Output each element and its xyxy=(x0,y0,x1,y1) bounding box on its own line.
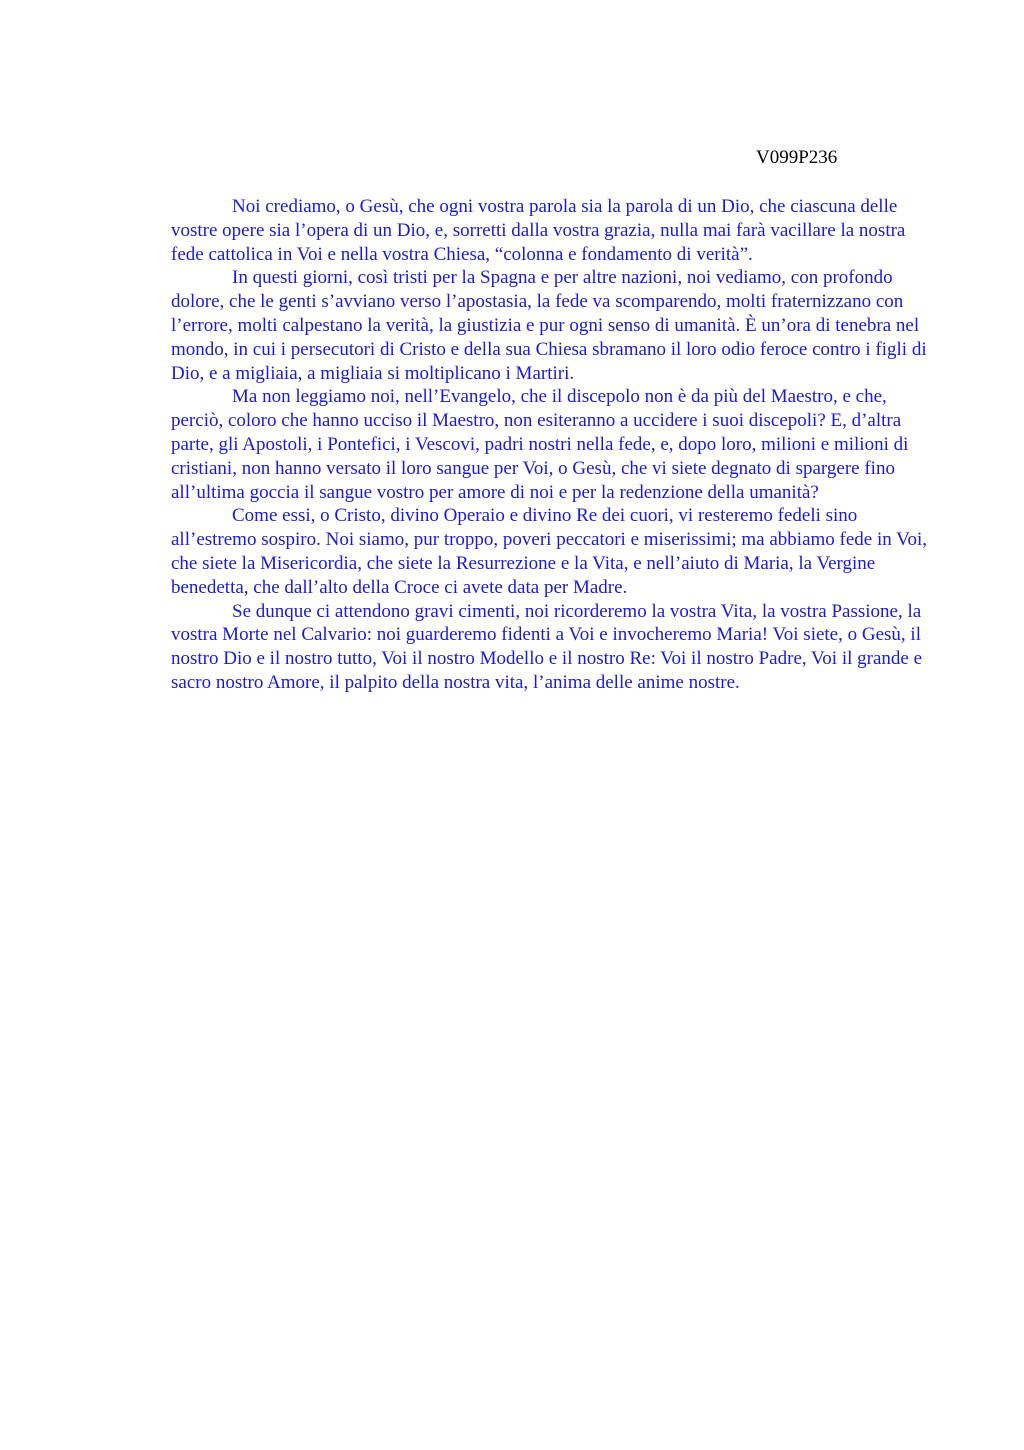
paragraph-5: Se dunque ci attendono gravi cimenti, noi ricorderemo la vostra Vita, la vostra Passione, la vostra Morte nel Calvario: noi guarderemo fidenti a Voi e invocheremo Maria! Voi siete, o Gesù, il nostro Dio e il nostro tutto, Voi il nostro Modello e il nostro Re: Voi il nostro Padre, Voi il grande e sacro nostro Amore, il palpito della nostra vita, l’anima delle anime nostre. xyxy=(171,600,923,693)
document-body xyxy=(171,195,931,695)
paragraph-4: Come essi, o Cristo, divino Operaio e divino Re dei cuori, vi resteremo fedeli sino all’estremo sospiro. Noi siamo, pur troppo, poveri peccatori e miserissimi; ma abbiamo fede in Voi, che siete la Misericordia, che siete la Resurrezione e la Vita, e nell’aiuto di Maria, la Vergine benedetta, che dall’alto della Croce ci avete data per Madre. xyxy=(171,505,927,598)
paragraph-1: Noi crediamo, o Gesù, che ogni vostra parola sia la parola di un Dio, che ciascuna delle vostre opere sia l’opera di un Dio, e, sorretti dalla vostra grazia, nulla mai farà vacillare la nostra fede cattolica in Voi e nella vostra Chiesa, “colonna e fondamento di verità”. xyxy=(171,196,906,265)
paragraph-3: Ma non leggiamo noi, nell’Evangelo, che il discepolo non è da più del Maestro, e che, perciò, coloro che hanno ucciso il Maestro, non esiteranno a uccidere i suoi discepoli? E, d’altra parte, gli Apostoli, i Pontefici, i Vescovi, padri nostri nella fede, e, dopo loro, milioni e milioni di cristiani, non hanno versato il loro sangue per Voi, o Gesù, che vi siete degnato di spargere fino all’ultima goccia il sangue vostro per amore di noi e per la redenzione della umanità? xyxy=(171,386,909,503)
paragraph-2: In questi giorni, così tristi per la Spagna e per altre nazioni, noi vediamo, con profondo dolore, che le genti s’avviano verso l’apostasia, la fede va scomparendo, molti fraternizzano con l’errore, molti calpestano la verità, la giustizia e pur ogni senso di umanità. È un’ora di tenebra nel mondo, in cui i persecutori di Cristo e della sua Chiesa sbramano il loro odio feroce contro i figli di Dio, e a migliaia, a migliaia si moltiplicano i Martiri. xyxy=(171,267,927,384)
page-code: V099P236 xyxy=(756,147,838,168)
